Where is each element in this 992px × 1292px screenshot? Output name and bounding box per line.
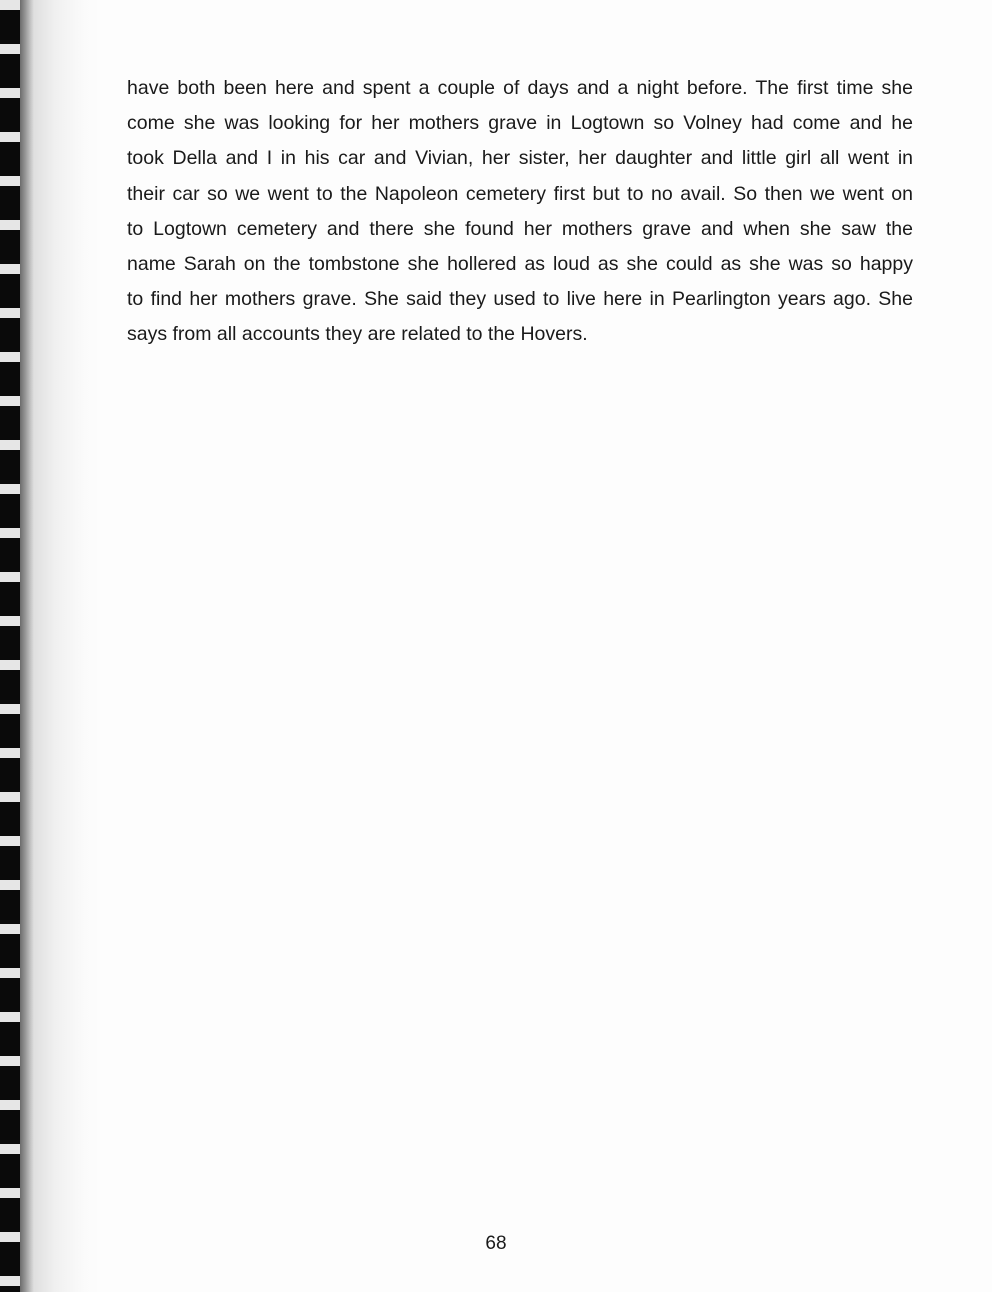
text-line: to find her mothers grave. She said they used to live here in Pearlington years ago. She — [127, 288, 913, 311]
comb-binding-holes — [0, 0, 20, 1292]
text-line: to Logtown cemetery and there she found her mothers grave and when she saw the — [127, 217, 913, 240]
text-line: took Della and I in his car and Vivian, her sister, her daughter and little girl all went in — [127, 147, 913, 170]
text-line: have both been here and spent a couple of days and a night before. The first time she — [127, 77, 913, 99]
binding-inner-shadow — [20, 0, 34, 1292]
page-number: 68 — [485, 1233, 507, 1254]
body-paragraph — [127, 71, 913, 353]
text-line: their car so we went to the Napoleon cemetery first but to no avail. So then we went on — [127, 182, 913, 205]
text-line: come she was looking for her mothers grave in Logtown so Volney had come and he — [127, 112, 913, 135]
text-line: name Sarah on the tombstone she hollered as loud as she could as she was so happy — [127, 253, 913, 276]
text-line: says from all accounts they are related to the Hovers. — [127, 323, 588, 346]
